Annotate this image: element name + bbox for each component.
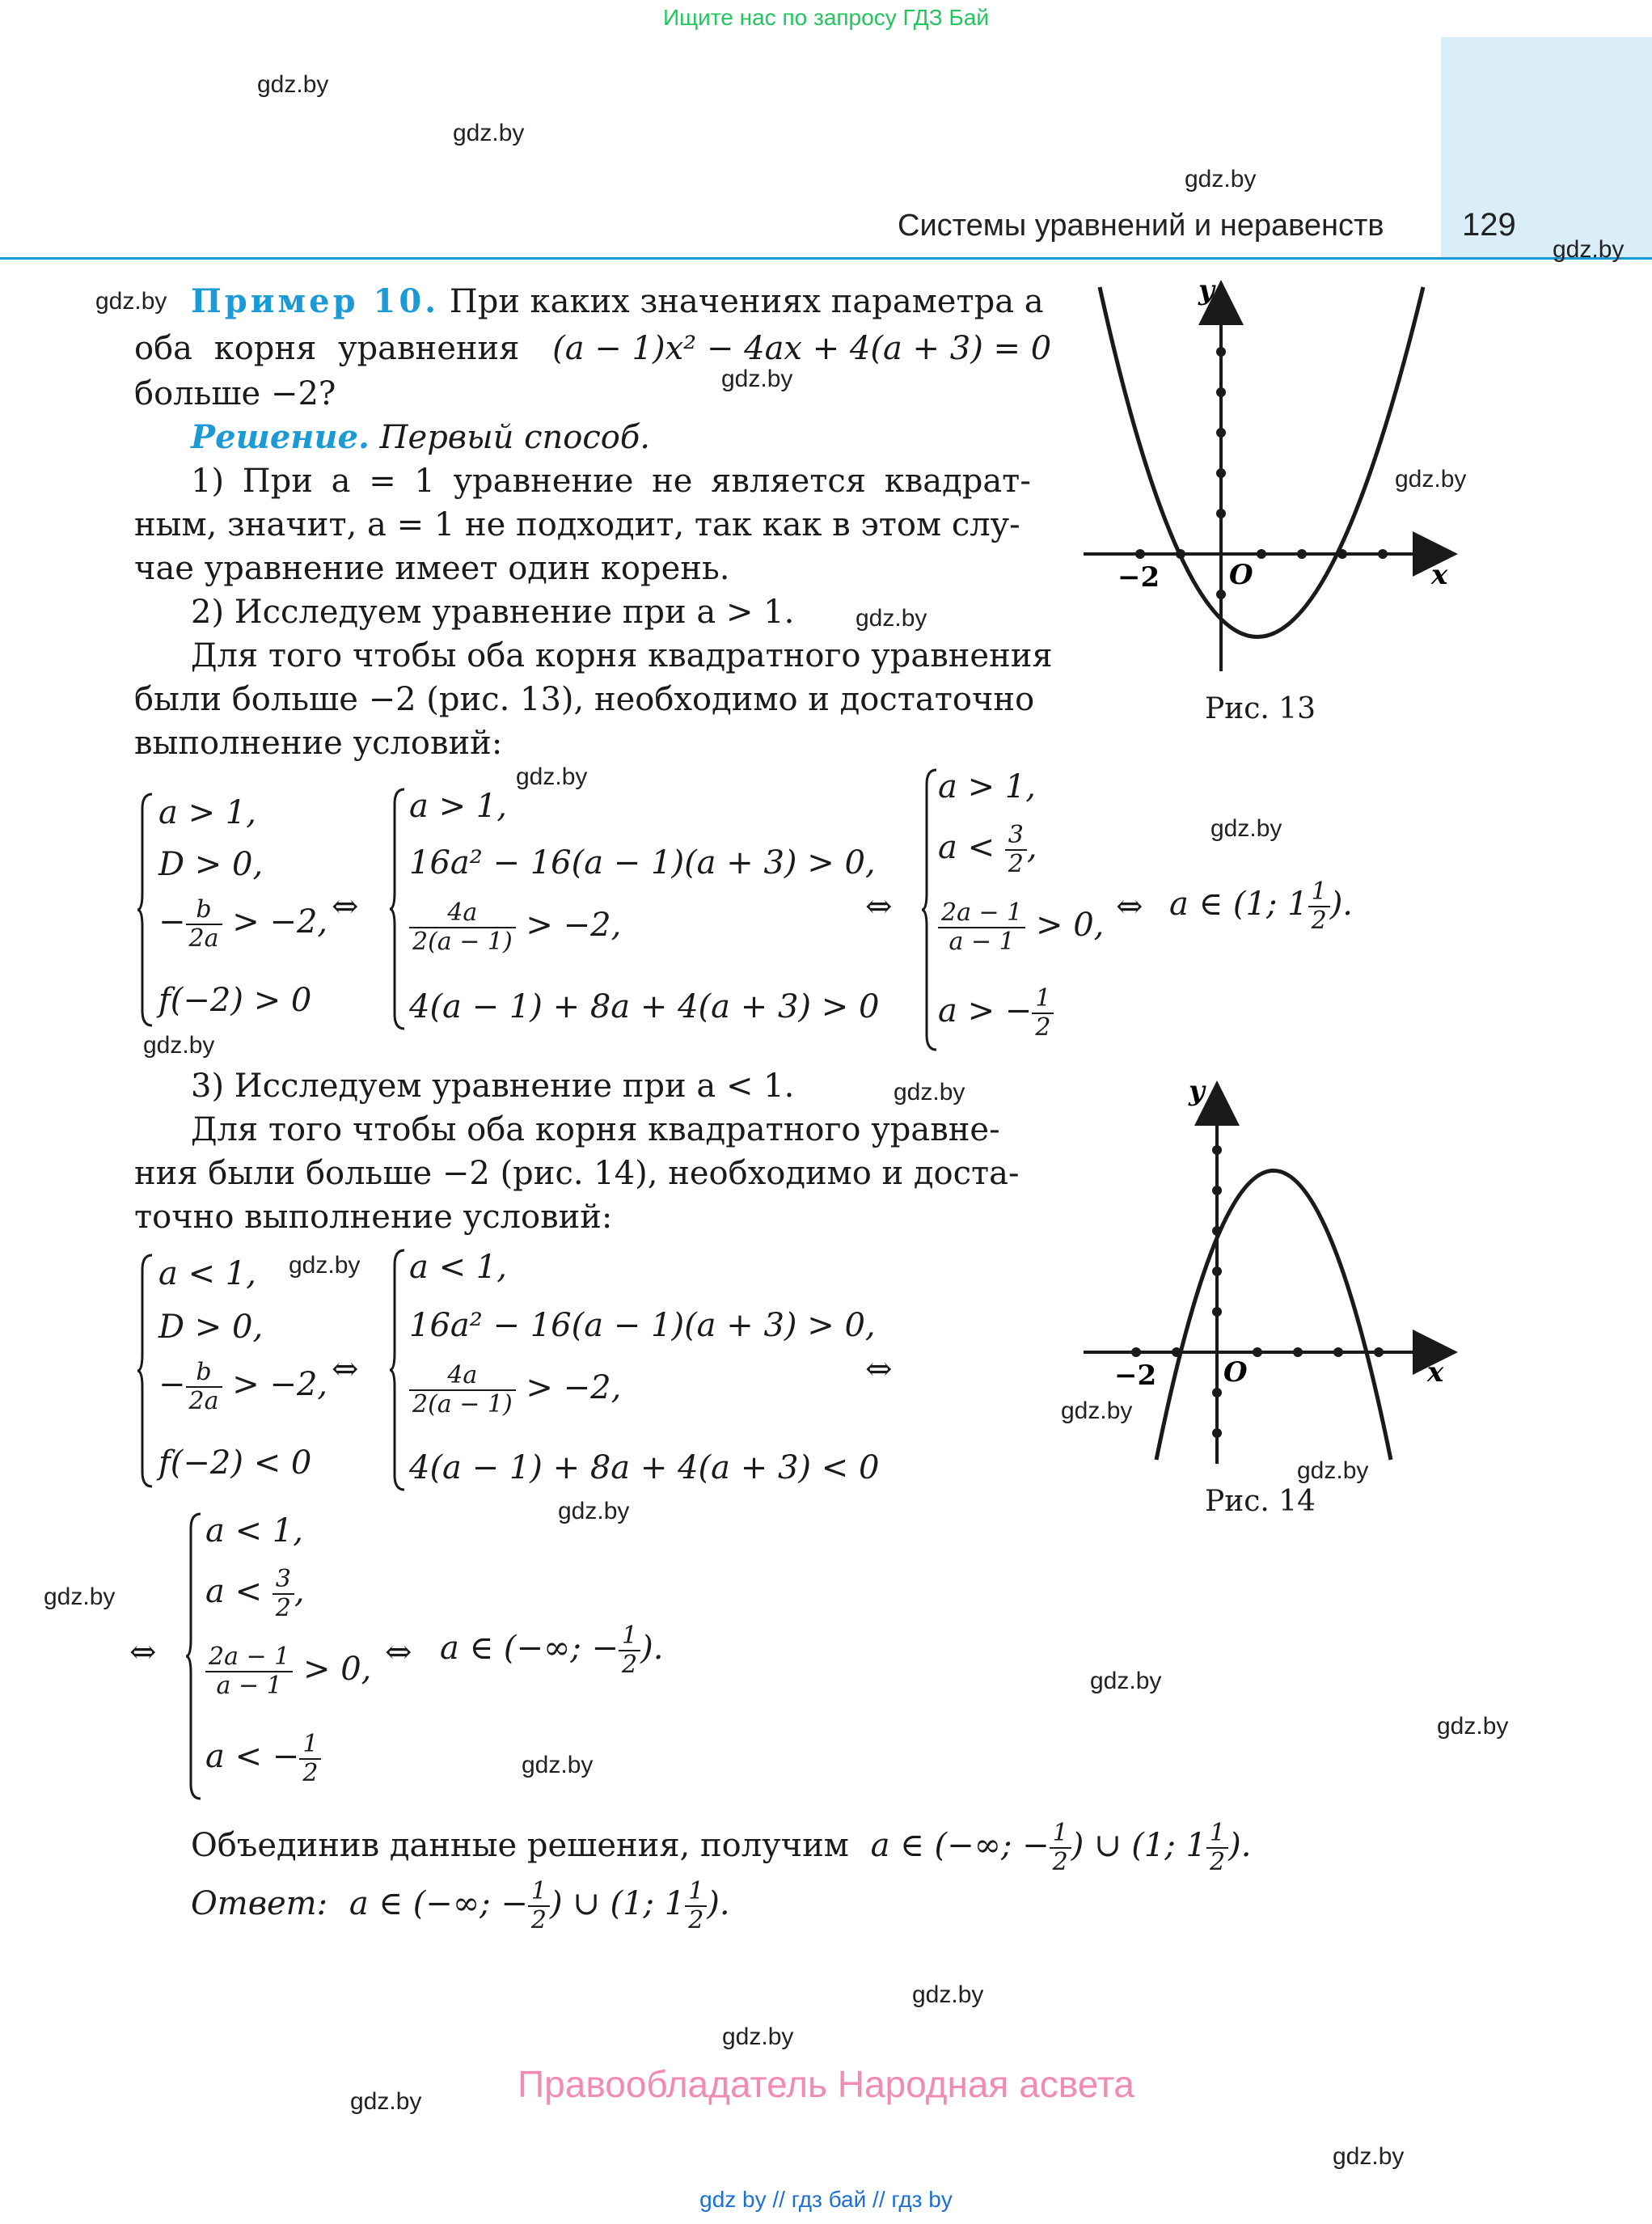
- frac-den: 2: [1311, 907, 1327, 935]
- brace: [388, 788, 406, 1030]
- watermark: gdz.by: [1297, 1457, 1369, 1484]
- watermark: gdz.by: [257, 71, 329, 98]
- minus-sign: −: [158, 1366, 186, 1403]
- cond-a-gt-1: a > 1,: [158, 794, 256, 831]
- union-suffix: ).: [1228, 1827, 1252, 1864]
- frac-den: 2(a − 1): [412, 1390, 513, 1419]
- combine-text: Объединив данные решения, получим: [191, 1827, 849, 1864]
- example-line-1: [191, 280, 1044, 323]
- frac-num: 2a − 1: [938, 899, 1025, 928]
- watermark: gdz.by: [558, 1498, 630, 1524]
- frac-den: 2: [1008, 850, 1024, 878]
- section-title: Системы уравнений и неравенств: [898, 209, 1384, 243]
- cond-a-gt-minus-half: [938, 985, 1054, 1042]
- union-mid: ) ∪ (1; 1: [549, 1885, 686, 1922]
- page-number: 129: [1462, 207, 1516, 243]
- figure-13: [1075, 275, 1467, 679]
- brace: [136, 793, 154, 1027]
- step2-line: Для того чтобы оба корня квадратного уравнения: [191, 637, 1053, 674]
- frac-den: 2: [530, 1906, 547, 1934]
- frac-num: 3: [1005, 822, 1027, 851]
- comma: ,: [1026, 829, 1037, 866]
- watermark: gdz.by: [1395, 466, 1467, 493]
- brace: [184, 1512, 202, 1800]
- solution-method: Первый способ.: [379, 419, 650, 456]
- frac-den: 2: [1210, 1848, 1226, 1876]
- example-line-2: [134, 327, 1051, 370]
- equiv-sign: ⇔: [129, 1634, 157, 1671]
- frac-num: 2a − 1: [205, 1643, 293, 1672]
- frac-num: 1: [1050, 1820, 1071, 1849]
- watermark: gdz.by: [289, 1252, 361, 1279]
- watermark: gdz.by: [1090, 1668, 1162, 1694]
- watermark: gdz.by: [453, 120, 525, 146]
- fig13-caption: Рис. 13: [1205, 692, 1316, 725]
- watermark: gdz.by: [912, 1981, 984, 2008]
- watermark: gdz.by: [1210, 815, 1282, 842]
- frac-num: 1: [1032, 985, 1054, 1014]
- watermark: gdz.by: [516, 763, 588, 790]
- result-suffix: ).: [1329, 886, 1354, 923]
- result-2: [440, 1622, 663, 1679]
- frac-num: 1: [528, 1878, 550, 1907]
- frac-den: 2(a − 1): [412, 928, 513, 956]
- brace: [920, 768, 938, 1051]
- a-lt-minus: a < −: [205, 1738, 300, 1775]
- cond-ratio: [205, 1643, 371, 1700]
- fig14-caption: Рис. 14: [1205, 1485, 1316, 1518]
- problem-text: При каких значениях параметра a: [449, 283, 1044, 320]
- step2-line: 2) Исследуем уравнение при a > 1.: [191, 594, 795, 631]
- header-rule: [0, 257, 1652, 260]
- solution-label: Решение.: [191, 418, 370, 456]
- cond-a-lt-3-2: [938, 822, 1037, 878]
- gt-0: > 0,: [1036, 907, 1105, 944]
- watermark: gdz.by: [1333, 2143, 1405, 2170]
- watermark: gdz.by: [143, 1032, 215, 1059]
- result-prefix: a ∈ (1; 1: [1169, 886, 1308, 923]
- cond-d-gt-0: D > 0,: [158, 1309, 264, 1346]
- watermark: gdz.by: [721, 366, 793, 392]
- cond-vertex: [409, 899, 621, 956]
- frac-den: 2a: [188, 1387, 219, 1415]
- frac-den: 2a: [188, 924, 219, 953]
- gt-minus-2: > −2,: [526, 907, 622, 944]
- y-label: y: [1198, 275, 1215, 307]
- union-prefix: a ∈ (−∞; −: [349, 1885, 528, 1922]
- frac-num: b: [186, 1359, 222, 1388]
- cond-f-expr: 4(a − 1) + 8a + 4(a + 3) < 0: [409, 1449, 880, 1486]
- cond-a-lt-3-2: [205, 1566, 305, 1622]
- equiv-sign: ⇔: [385, 1634, 412, 1671]
- step1-line: 1) При a = 1 уравнение не является квадрат-: [191, 463, 1031, 500]
- step3-line: ния были больше −2 (рис. 14), необходимо и доста-: [134, 1155, 1020, 1192]
- union-prefix: a ∈ (−∞; −: [870, 1827, 1050, 1864]
- frac-den: 2: [302, 1759, 319, 1787]
- watermark: gdz.by: [95, 288, 167, 315]
- step3-line: Для того чтобы оба корня квадратного уравне-: [191, 1111, 1000, 1148]
- equiv-sign: ⇔: [332, 888, 359, 925]
- cond-vertex: [158, 896, 327, 953]
- step1-line: ным, значит, a = 1 не подходит, так как в этом слу-: [134, 506, 1020, 543]
- step2-line: были больше −2 (рис. 13), необходимо и достаточно: [134, 681, 1035, 718]
- cond-discriminant: 16a² − 16(a − 1)(a + 3) > 0,: [409, 1307, 876, 1344]
- cond-a-gt-1: a > 1,: [409, 788, 507, 825]
- brace: [136, 1254, 154, 1488]
- equiv-sign: ⇔: [332, 1351, 359, 1388]
- parabola-14: [1156, 1171, 1391, 1461]
- problem-text: оба корня уравнения: [134, 330, 520, 367]
- equiv-sign: ⇔: [865, 1351, 893, 1388]
- watermark: gdz.by: [1061, 1397, 1133, 1424]
- frac-den: 2: [1052, 1848, 1068, 1876]
- step3-line: 3) Исследуем уравнение при a < 1.: [191, 1068, 795, 1105]
- combine-line: [191, 1820, 1251, 1876]
- frac-den: a − 1: [216, 1672, 282, 1700]
- origin-label: O: [1223, 1356, 1248, 1389]
- watermark: gdz.by: [894, 1079, 965, 1106]
- frac-num: 1: [1206, 1820, 1228, 1849]
- cond-vertex: [158, 1359, 327, 1415]
- frac-num: 1: [619, 1622, 640, 1651]
- frac-num: 4a: [409, 1362, 516, 1391]
- footer-links[interactable]: gdz by // гдз бай // гдз by: [699, 2187, 953, 2212]
- gt-0: > 0,: [303, 1651, 372, 1688]
- watermark: gdz.by: [1437, 1713, 1509, 1740]
- watermark: gdz.by: [1185, 166, 1257, 192]
- x-label: x: [1431, 559, 1448, 591]
- example-line-3: больше −2?: [134, 375, 336, 412]
- problem-equation: (a − 1)x² − 4ax + 4(a + 3) = 0: [552, 330, 1052, 367]
- cond-a-lt-1: a < 1,: [409, 1249, 507, 1286]
- equiv-sign: ⇔: [865, 888, 893, 925]
- frac-num: 1: [1308, 878, 1330, 907]
- top-banner[interactable]: Ищите нас по запросу ГДЗ Бай: [662, 5, 990, 30]
- cond-f-expr: 4(a − 1) + 8a + 4(a + 3) > 0: [409, 988, 880, 1025]
- answer-line: [191, 1878, 730, 1934]
- cond-a-gt-1: a > 1,: [938, 768, 1036, 805]
- cond-f-minus2: f(−2) < 0: [158, 1444, 312, 1482]
- a-lt: a <: [938, 829, 995, 866]
- cond-ratio: [938, 899, 1104, 956]
- union-mid: ) ∪ (1; 1: [1071, 1827, 1206, 1864]
- result-prefix: a ∈ (−∞; −: [440, 1630, 619, 1667]
- cond-a-lt-1: a < 1,: [205, 1512, 303, 1550]
- brace: [388, 1249, 406, 1491]
- tick-label: −2: [1114, 1359, 1157, 1392]
- x-label: x: [1427, 1356, 1444, 1389]
- frac-num: 4a: [409, 899, 516, 928]
- gt-minus-2: > −2,: [232, 903, 328, 941]
- result-1: [1169, 878, 1353, 935]
- frac-num: 1: [299, 1731, 321, 1760]
- figure-14: [1075, 1076, 1464, 1480]
- watermark: gdz.by: [522, 1752, 594, 1778]
- step2-line: выполнение условий:: [134, 725, 503, 762]
- watermark: gdz.by: [350, 2088, 422, 2115]
- frac-den: 2: [275, 1594, 291, 1622]
- watermark: gdz.by: [44, 1583, 116, 1610]
- copyright-notice: Правообладатель Народная асвета: [518, 2063, 1134, 2105]
- minus-sign: −: [158, 903, 186, 941]
- watermark: gdz.by: [722, 2023, 794, 2050]
- watermark: gdz.by: [1553, 236, 1625, 263]
- cond-discriminant: 16a² − 16(a − 1)(a + 3) > 0,: [409, 844, 876, 882]
- result-suffix: ).: [640, 1630, 664, 1667]
- answer-label: Ответ:: [191, 1885, 328, 1922]
- tick-label: −2: [1118, 561, 1160, 594]
- frac-den: 2: [1035, 1013, 1051, 1042]
- watermark: gdz.by: [856, 605, 927, 632]
- frac-num: 3: [273, 1566, 294, 1595]
- frac-num: b: [186, 896, 222, 925]
- example-label: Пример 10.: [191, 282, 440, 320]
- a-gt: a > −: [938, 992, 1033, 1030]
- frac-den: 2: [622, 1651, 638, 1679]
- step3-line: точно выполнение условий:: [134, 1199, 613, 1236]
- union-suffix: ).: [707, 1885, 730, 1922]
- gt-minus-2: > −2,: [526, 1369, 622, 1406]
- solution-heading: [191, 416, 650, 459]
- frac-den: 2: [688, 1906, 704, 1934]
- cond-d-gt-0: D > 0,: [158, 846, 264, 883]
- y-label: y: [1189, 1076, 1205, 1107]
- step1-line: чае уравнение имеет один корень.: [134, 550, 730, 587]
- a-lt: a <: [205, 1573, 263, 1610]
- frac-num: 1: [685, 1878, 707, 1907]
- origin-label: O: [1229, 559, 1253, 591]
- frac-den: a − 1: [949, 928, 1015, 956]
- comma: ,: [294, 1573, 305, 1610]
- gt-minus-2: > −2,: [232, 1366, 328, 1403]
- equiv-sign: ⇔: [1116, 888, 1143, 925]
- cond-f-minus2: f(−2) > 0: [158, 982, 312, 1019]
- cond-a-lt-1: a < 1,: [158, 1255, 256, 1292]
- cond-a-lt-minus-half: [205, 1731, 321, 1787]
- cond-vertex: [409, 1362, 621, 1419]
